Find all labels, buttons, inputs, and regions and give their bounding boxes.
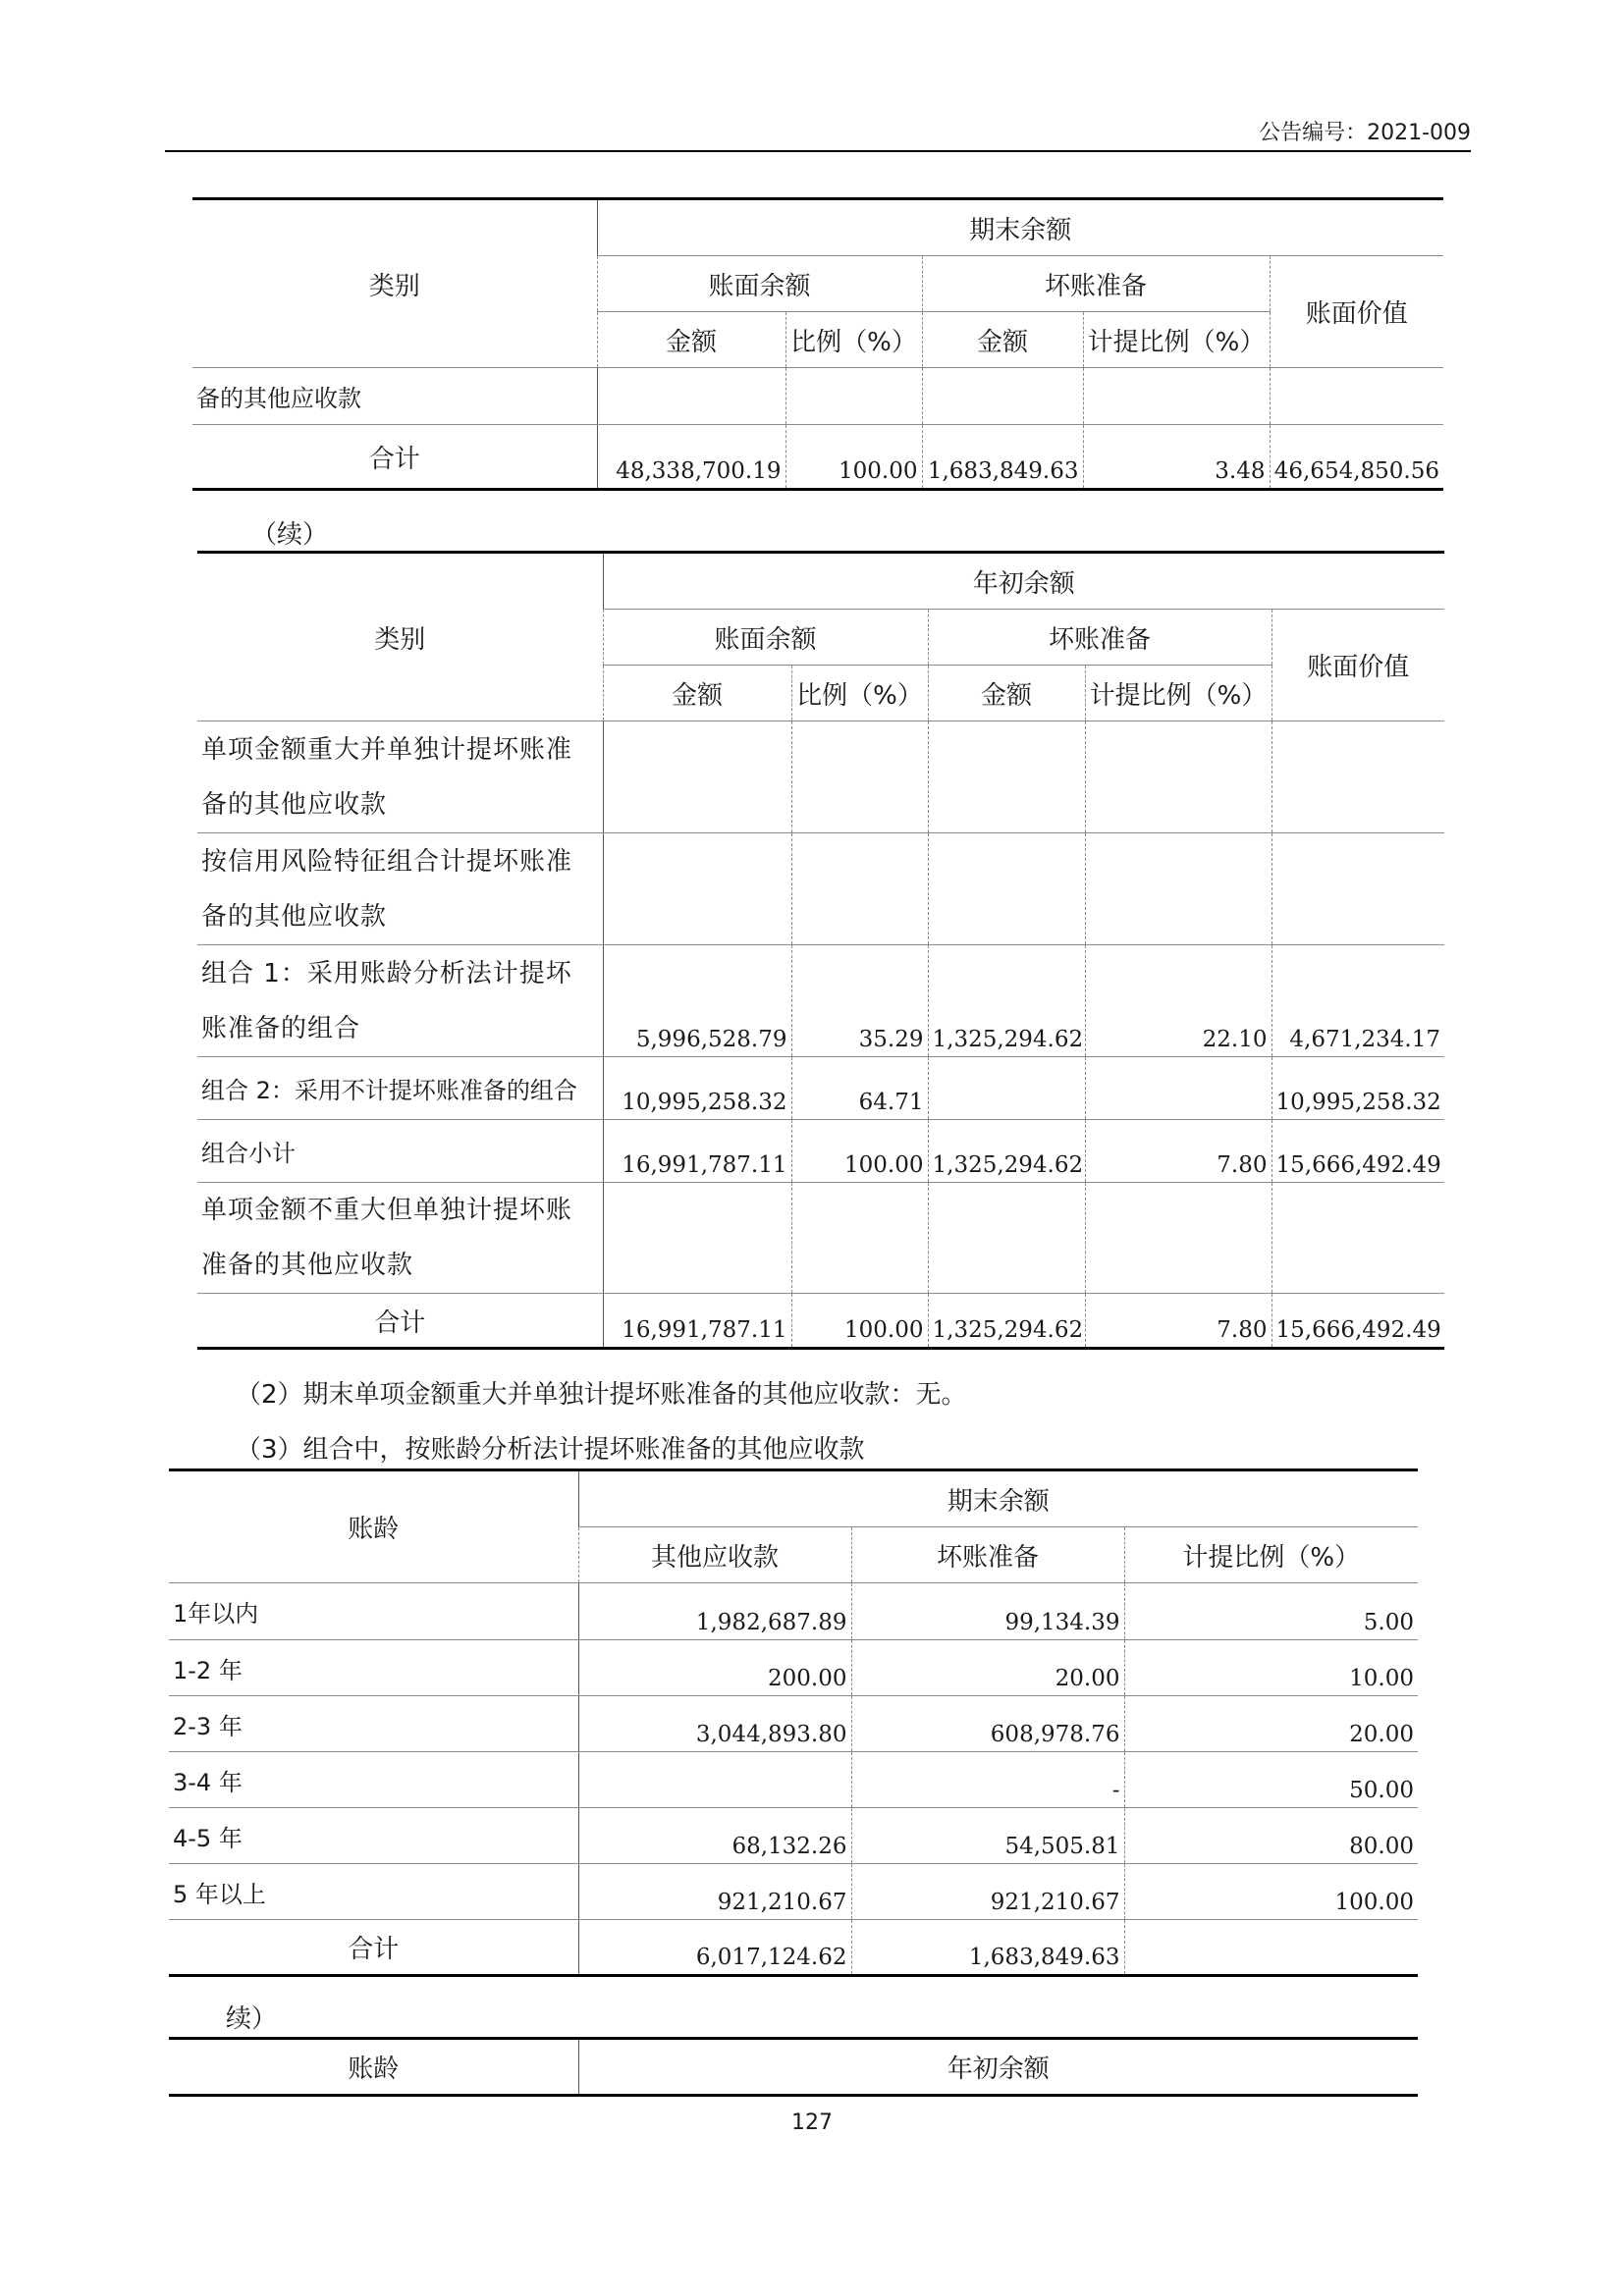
row-label: 单项金额不重大但单独计提坏账准备的其他应收款 [197, 1183, 603, 1294]
col-bad-debt: 坏账准备 [922, 256, 1270, 312]
table-row [197, 1183, 1444, 1294]
cell [928, 833, 1085, 945]
row-label: 备的其他应收款 [192, 368, 597, 425]
cell: 22.10 [1085, 945, 1272, 1057]
row-label: 1年以内 [169, 1583, 578, 1640]
cell: 15,666,492.49 [1272, 1294, 1444, 1349]
row-label: 组合 1：采用账龄分析法计提坏账准备的组合 [197, 945, 603, 1057]
table-aging-period-end [169, 1468, 1418, 1977]
cell [1272, 833, 1444, 945]
cell: 6,017,124.62 [578, 1920, 851, 1976]
cell [928, 721, 1085, 833]
cell [1085, 833, 1272, 945]
announcement-number: 公告编号：2021-009 [1259, 121, 1471, 145]
cell: 99,134.39 [851, 1583, 1124, 1640]
table-beginning-of-year [197, 551, 1444, 1350]
cell: 10,995,258.32 [1272, 1057, 1444, 1120]
paragraph-2: （2）期末单项金额重大并单独计提坏账准备的其他应收款：无。 [236, 1380, 967, 1410]
row-label: 3-4 年 [169, 1752, 578, 1808]
col-heading-period-end: 期末余额 [597, 199, 1443, 256]
cell: 100.00 [1124, 1864, 1418, 1920]
col-book-value: 账面价值 [1272, 610, 1444, 721]
paragraph-3: （3）组合中，按账龄分析法计提坏账准备的其他应收款 [236, 1435, 865, 1465]
cell [603, 1183, 791, 1294]
table-row [169, 1808, 1418, 1864]
header-rule [165, 150, 1471, 152]
cell [1272, 1183, 1444, 1294]
cell: 5,996,528.79 [603, 945, 791, 1057]
cell [1085, 1057, 1272, 1120]
row-label: 2-3 年 [169, 1696, 578, 1752]
cell: 80.00 [1124, 1808, 1418, 1864]
table-row [197, 1057, 1444, 1120]
cell: 16,991,787.11 [603, 1294, 791, 1349]
col-amount: 金额 [603, 666, 791, 721]
cell [578, 1752, 851, 1808]
cell: 7.80 [1085, 1120, 1272, 1183]
table-row [169, 1752, 1418, 1808]
col-amount: 金额 [928, 666, 1085, 721]
cell: 3.48 [1083, 425, 1270, 490]
cell: 1,325,294.62 [928, 1120, 1085, 1183]
row-label: 4-5 年 [169, 1808, 578, 1864]
table-row [197, 833, 1444, 945]
col-aging: 账龄 [169, 2039, 578, 2096]
cell [603, 721, 791, 833]
table-row [192, 425, 1443, 490]
table-row [197, 945, 1444, 1057]
cell: 20.00 [851, 1640, 1124, 1696]
col-provision-ratio: 计提比例（%） [1083, 312, 1270, 368]
cell [922, 368, 1083, 425]
cell [1085, 1183, 1272, 1294]
cell [791, 721, 928, 833]
cell: 608,978.76 [851, 1696, 1124, 1752]
col-book-balance: 账面余额 [603, 610, 928, 666]
cell: 64.71 [791, 1057, 928, 1120]
col-ratio: 比例（%） [791, 666, 928, 721]
cell: 35.29 [791, 945, 928, 1057]
row-label: 组合 2：采用不计提坏账准备的组合 [197, 1057, 603, 1120]
row-label: 按信用风险特征组合计提坏账准备的其他应收款 [197, 833, 603, 945]
cell [1085, 721, 1272, 833]
cell: 50.00 [1124, 1752, 1418, 1808]
col-amount: 金额 [922, 312, 1083, 368]
cell: 100.00 [791, 1120, 928, 1183]
row-label: 合计 [192, 425, 597, 490]
cell [791, 833, 928, 945]
cell [928, 1183, 1085, 1294]
cell: 100.00 [791, 1294, 928, 1349]
cell: 5.00 [1124, 1583, 1418, 1640]
table-row [169, 1583, 1418, 1640]
cell: 7.80 [1085, 1294, 1272, 1349]
page-number: 127 [791, 2110, 833, 2135]
cell: 16,991,787.11 [603, 1120, 791, 1183]
col-amount: 金额 [597, 312, 785, 368]
cell [1270, 368, 1443, 425]
col-bad-debt: 坏账准备 [928, 610, 1272, 666]
table-row [169, 1696, 1418, 1752]
col-heading-beginning-of-year: 年初余额 [603, 553, 1444, 610]
row-label: 合计 [169, 1920, 578, 1976]
cell: - [851, 1752, 1124, 1808]
table-row [197, 721, 1444, 833]
cell [785, 368, 922, 425]
cell: 921,210.67 [578, 1864, 851, 1920]
cell [928, 1057, 1085, 1120]
cell: 68,132.26 [578, 1808, 851, 1864]
col-provision-ratio: 计提比例（%） [1124, 1527, 1418, 1583]
col-category: 类别 [192, 199, 597, 368]
cell: 54,505.81 [851, 1808, 1124, 1864]
col-category: 类别 [197, 553, 603, 721]
table-period-end [192, 197, 1443, 491]
cell: 46,654,850.56 [1270, 425, 1443, 490]
col-heading-period-end: 期末余额 [578, 1470, 1418, 1527]
cell: 48,338,700.19 [597, 425, 785, 490]
table-row [192, 368, 1443, 425]
row-label: 合计 [197, 1294, 603, 1349]
cell: 100.00 [785, 425, 922, 490]
col-aging: 账龄 [169, 1470, 578, 1583]
cell: 3,044,893.80 [578, 1696, 851, 1752]
row-label: 5 年以上 [169, 1864, 578, 1920]
table-row [197, 1120, 1444, 1183]
cell: 10.00 [1124, 1640, 1418, 1696]
cell: 1,683,849.63 [851, 1920, 1124, 1976]
table-row [169, 1640, 1418, 1696]
row-label: 组合小计 [197, 1120, 603, 1183]
cell [791, 1183, 928, 1294]
cell: 15,666,492.49 [1272, 1120, 1444, 1183]
cell: 1,683,849.63 [922, 425, 1083, 490]
cell: 20.00 [1124, 1696, 1418, 1752]
continued-label: （续） [251, 520, 329, 550]
cell: 1,982,687.89 [578, 1583, 851, 1640]
cell: 200.00 [578, 1640, 851, 1696]
col-provision-ratio: 计提比例（%） [1085, 666, 1272, 721]
col-ratio: 比例（%） [785, 312, 922, 368]
cell [1272, 721, 1444, 833]
cell: 1,325,294.62 [928, 945, 1085, 1057]
col-heading-beginning-of-year: 年初余额 [578, 2039, 1418, 2096]
col-book-value: 账面价值 [1270, 256, 1443, 368]
cell: 10,995,258.32 [603, 1057, 791, 1120]
col-other-receivables: 其他应收款 [578, 1527, 851, 1583]
cell [1124, 1920, 1418, 1976]
cell [603, 833, 791, 945]
row-label: 1-2 年 [169, 1640, 578, 1696]
table-row [197, 1294, 1444, 1349]
col-bad-debt: 坏账准备 [851, 1527, 1124, 1583]
table-row [169, 1864, 1418, 1920]
table-row [169, 1920, 1418, 1976]
cell: 4,671,234.17 [1272, 945, 1444, 1057]
cell [1083, 368, 1270, 425]
col-book-balance: 账面余额 [597, 256, 922, 312]
cell [597, 368, 785, 425]
row-label: 单项金额重大并单独计提坏账准备的其他应收款 [197, 721, 603, 833]
continued-label: 续） [226, 2004, 278, 2034]
cell: 1,325,294.62 [928, 1294, 1085, 1349]
cell: 921,210.67 [851, 1864, 1124, 1920]
table-aging-beginning-of-year [169, 2037, 1418, 2097]
